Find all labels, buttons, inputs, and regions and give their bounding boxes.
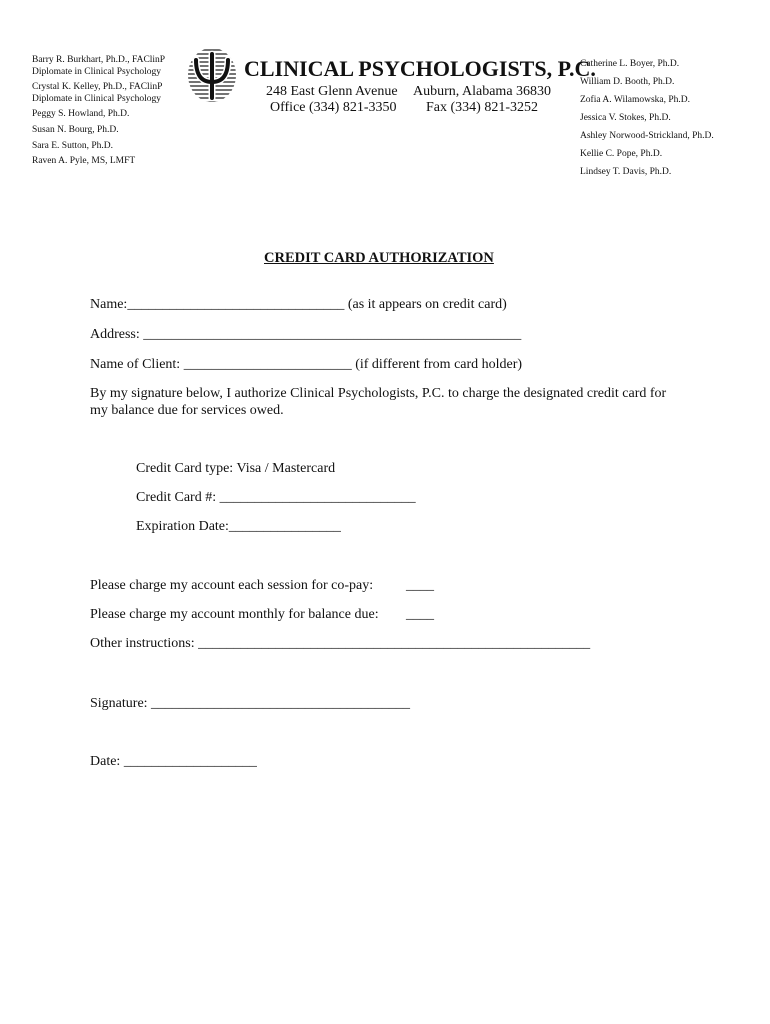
firm-name: CLINICAL PSYCHOLOGISTS, P.C. xyxy=(244,56,596,81)
staff-name: Lindsey T. Davis, Ph.D. xyxy=(580,167,672,177)
staff-name: Zofia A. Wilamowska, Ph.D. xyxy=(580,95,691,105)
client-name-field[interactable]: Name of Client: ________________________ (if different from card holder) xyxy=(90,357,523,372)
staff-name: Peggy S. Howland, Ph.D. xyxy=(32,109,130,119)
right-staff-list xyxy=(580,58,714,184)
card-number-field[interactable]: Credit Card #: ____________________________ xyxy=(136,490,416,505)
copay-label: Please charge my account each session for co-pay: xyxy=(90,578,374,593)
expiration-date-field[interactable]: Expiration Date:________________ xyxy=(136,519,341,534)
staff-title: Diplomate in Clinical Psychology xyxy=(32,94,162,104)
staff-entry xyxy=(32,54,165,78)
card-type-field[interactable]: Credit Card type: Visa / Mastercard xyxy=(136,461,336,476)
date-field[interactable]: Date: ___________________ xyxy=(90,754,257,769)
staff-name: Jessica V. Stokes, Ph.D. xyxy=(580,113,671,123)
address-field[interactable]: Address: ______________________________________________________ xyxy=(90,327,522,342)
staff-name: Ashley Norwood-Strickland, Ph.D. xyxy=(580,131,714,141)
staff-name: Sara E. Sutton, Ph.D. xyxy=(32,141,114,151)
left-staff-list xyxy=(32,54,165,170)
copay-blank[interactable]: ____ xyxy=(406,578,434,593)
firm-fax: Fax (334) 821-3252 xyxy=(426,100,538,115)
signature-field[interactable]: Signature: _____________________________________ xyxy=(90,696,411,711)
staff-name: Barry R. Burkhart, Ph.D., FAClinP xyxy=(32,55,166,65)
psi-symbol-icon xyxy=(186,46,238,104)
form-title: CREDIT CARD AUTHORIZATION xyxy=(264,250,494,266)
staff-entry xyxy=(32,124,165,136)
firm-city: Auburn, Alabama 36830 xyxy=(413,84,552,99)
staff-entry xyxy=(32,140,165,152)
staff-name: Catherine L. Boyer, Ph.D. xyxy=(580,59,680,69)
name-field[interactable]: Name:_______________________________ (as it appears on credit card) xyxy=(90,297,507,312)
staff-entry xyxy=(32,155,165,167)
staff-name: Crystal K. Kelley, Ph.D., FAClinP xyxy=(32,82,163,92)
staff-title: Diplomate in Clinical Psychology xyxy=(32,67,162,77)
authorization-text: By my signature below, I authorize Clinical Psychologists, P.C. to charge the designated credit card for my balance due for services owed. xyxy=(90,386,667,418)
staff-name: Kellie C. Pope, Ph.D. xyxy=(580,149,663,159)
staff-name: William D. Booth, Ph.D. xyxy=(580,77,675,87)
staff-entry xyxy=(32,81,165,105)
firm-street: 248 East Glenn Avenue xyxy=(266,84,398,99)
staff-name: Raven A. Pyle, MS, LMFT xyxy=(32,156,136,166)
firm-office-phone: Office (334) 821-3350 xyxy=(270,100,397,115)
monthly-balance-blank[interactable]: ____ xyxy=(406,607,434,622)
staff-name: Susan N. Bourg, Ph.D. xyxy=(32,125,119,135)
monthly-balance-label: Please charge my account monthly for balance due: xyxy=(90,607,379,622)
other-instructions-field[interactable]: Other instructions: ________________________________________________________ xyxy=(90,636,591,651)
staff-entry xyxy=(32,108,165,120)
